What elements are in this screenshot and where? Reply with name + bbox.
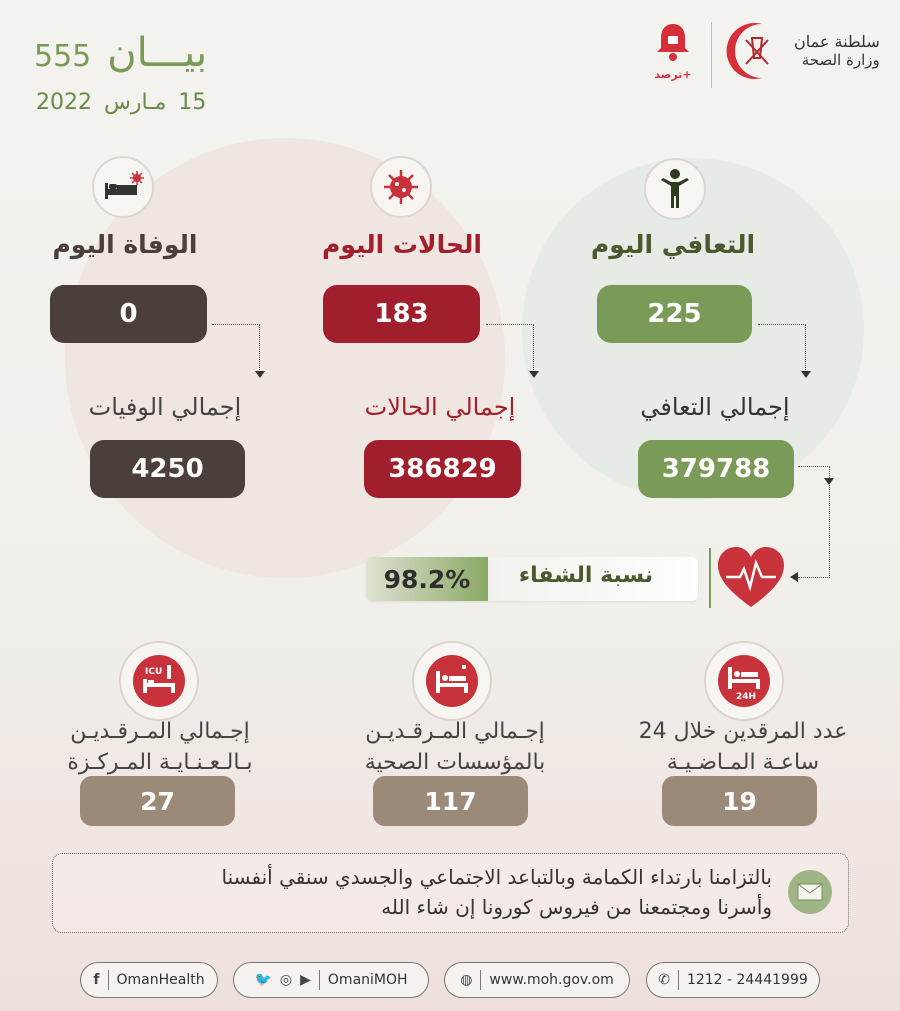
rate-connector-arrow-left	[790, 572, 798, 582]
bell-icon	[651, 20, 695, 64]
deaths-today-title: الوفاة اليوم	[52, 230, 198, 259]
message-box	[52, 853, 849, 933]
deaths-total-title: إجمالي الوفيات	[88, 393, 242, 421]
bed-icon	[92, 156, 154, 218]
tarassud-logo	[648, 20, 698, 86]
cases-today-value: 183	[323, 285, 480, 343]
facebook-handle: OmanHealth	[116, 972, 205, 988]
recovery-total-value: 379788	[638, 440, 794, 498]
deaths-connector	[212, 324, 260, 372]
ministry-logo	[722, 16, 892, 86]
cases-connector-arrow	[529, 371, 539, 378]
recovery-connector-arrow	[801, 371, 811, 378]
social-handle: OmaniMOH	[327, 972, 408, 988]
bulletin-date	[36, 90, 206, 115]
icu-icon-text: ICU	[145, 667, 163, 677]
last24-value: 19	[662, 776, 817, 826]
recovery-rate-label: نسبة الشفاء	[518, 563, 654, 588]
icu-value: 27	[80, 776, 235, 826]
cases-connector	[486, 324, 534, 372]
last24-title-line1: عدد المرقدين خلال 24	[638, 719, 848, 744]
facebook-icon: f	[93, 972, 100, 988]
message-line1: بالتزامنا بارتداء الكمامة وبالتباعد الاجتماعي والجسدي سنقي أنفسنا	[221, 865, 772, 889]
website-url: www.moh.gov.om	[489, 972, 614, 988]
facebook-divider	[108, 970, 109, 990]
recovery-today-title: التعافي اليوم	[590, 230, 756, 259]
deaths-today-value: 0	[50, 285, 207, 343]
youtube-icon[interactable]: ▶	[300, 972, 311, 988]
social-divider	[319, 970, 320, 990]
virus-icon	[370, 156, 432, 218]
institutions-title	[330, 716, 580, 778]
crescent-emblem-icon	[722, 18, 788, 84]
envelope-icon	[788, 870, 832, 914]
rate-divider	[709, 548, 711, 608]
ministry-name-line1: سلطنة عمان	[794, 32, 880, 51]
institutions-title-line1: إجـمالي المـرقـديـن	[365, 719, 545, 744]
icu-title-line2: بـالـعـنـايـة المـركـزة	[67, 750, 253, 775]
heart-icon	[716, 545, 786, 615]
social-links[interactable]	[233, 962, 429, 998]
institutions-value: 117	[373, 776, 528, 826]
date-day: 15	[178, 90, 207, 115]
tarassud-logo-text: ترصد+	[654, 68, 692, 81]
bulletin-title	[34, 30, 207, 76]
recovery-connector	[758, 324, 806, 372]
icu-bed-icon	[119, 641, 199, 721]
rate-connector-arrow-top	[824, 478, 834, 485]
phone-icon: ✆	[658, 972, 670, 988]
icu-title	[40, 716, 280, 778]
message-line2: وأسرنا ومجتمعنا من فيروس كورونا إن شاء الله	[381, 895, 772, 919]
deaths-connector-arrow	[255, 371, 265, 378]
institutions-title-line2: بالمؤسسات الصحية	[364, 750, 546, 775]
logo-divider	[711, 22, 712, 88]
recovery-total-title: إجمالي التعافي	[640, 393, 790, 421]
message-text	[67, 862, 772, 922]
last24-title	[618, 716, 868, 778]
bulletin-word: بيـــان	[107, 30, 208, 76]
instagram-icon[interactable]: ◎	[279, 972, 293, 988]
phone-number: 1212 - 24441999	[686, 972, 808, 988]
hospital-bed-icon	[412, 641, 492, 721]
bed-24h-icon	[704, 641, 784, 721]
recovery-rate-value: 98.2%	[366, 557, 488, 601]
date-month: مـارس	[104, 90, 167, 115]
website-divider	[480, 970, 481, 990]
facebook-link[interactable]	[80, 962, 218, 998]
date-year: 2022	[36, 90, 92, 115]
twitter-icon[interactable]: 🐦	[254, 972, 272, 988]
cases-total-value: 386829	[364, 440, 521, 498]
recovery-today-value: 225	[597, 285, 752, 343]
icu-title-line1: إجـمالي المـرقـديـن	[70, 719, 250, 744]
website-link[interactable]	[444, 962, 630, 998]
bulletin-number: 555	[34, 39, 92, 74]
last24-title-line2: ساعـة المـاضـيـة	[666, 750, 820, 775]
person-icon	[644, 158, 706, 220]
globe-icon: ◍	[460, 972, 473, 988]
phone-divider	[678, 970, 679, 990]
phone-link[interactable]	[646, 962, 820, 998]
cases-today-title: الحالات اليوم	[322, 230, 482, 259]
ministry-name-line2: وزارة الصحة	[801, 51, 880, 69]
deaths-total-value: 4250	[90, 440, 245, 498]
24h-icon-text: 24H	[736, 692, 757, 702]
cases-total-title: إجمالي الحالات	[364, 393, 516, 421]
